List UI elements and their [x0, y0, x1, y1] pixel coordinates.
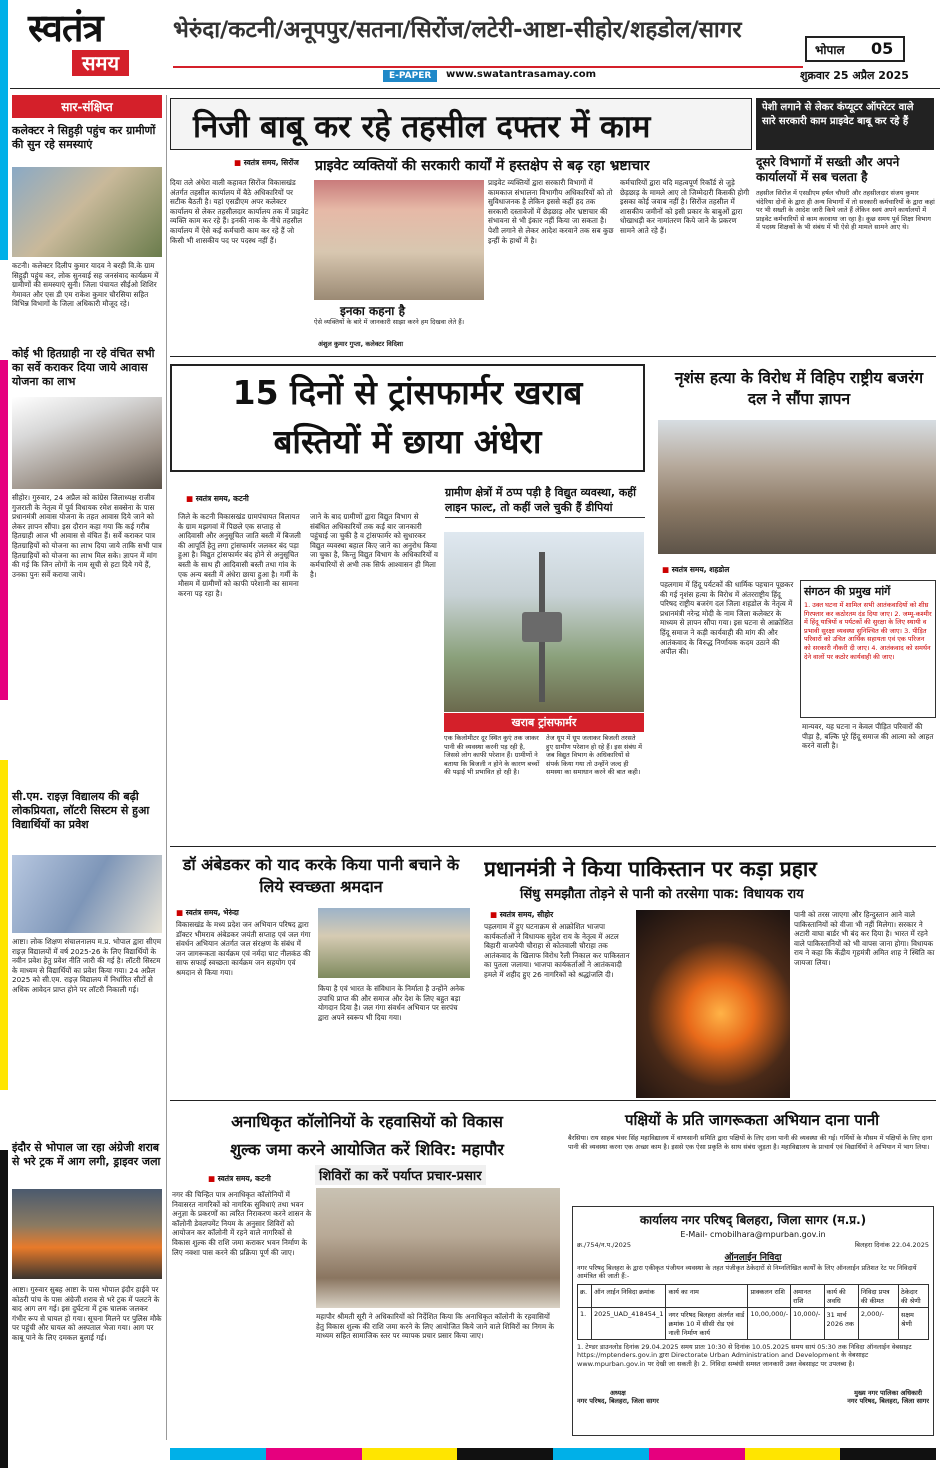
issue-date: शुक्रवार 25 अप्रैल 2025: [800, 69, 909, 82]
sidebar-story-2-title: कोई भी हितग्राही ना रहे वंचित सभी का सर्वे कराकर दिया जाये आवास योजना का लाभ: [12, 347, 155, 388]
sidebar-story-4-photo: [12, 1189, 162, 1279]
logo: [28, 6, 168, 86]
tender-table: [577, 1284, 929, 1340]
transformer-tank-shape: [522, 612, 562, 642]
sidebar: [12, 95, 162, 1440]
sidebar-story-3-photo: [12, 855, 162, 933]
ambedkar-photo: [318, 908, 470, 978]
colony-body-b: महापौर श्रीमती सूरी ने अधिकारियों को निर्देशित किया कि अनाधिकृत कॉलोनी के रहवासियों हेतु विकास शुल्क की राशि जमा करने के लिए आयोजित किये जाने वाले शिविरों का निगम के माध्यम सहित सामाजिक स्तर पर व्यापक प्रचार प्रसार किया जाए।: [316, 1312, 554, 1341]
tender-col-deposit: अमानत राशि: [791, 1284, 824, 1307]
tahsil-body-a: दिया तले अंधेरा वाली कहावत सिरोंज विकासखंड अंतर्गत तहसील कार्यालय में बैठे अधिकारियों पर सटीक बैठती है। यहां एसडीएम अपर कलेक्टर कार्यालय से लेकर तहसीलदार कार्यालय तक में प्राइवेट व्यक्ति काम कर रहे हैं। इनकी नाक के नीचे तहसील कार्यालय में ऐसे कई कर्मचारी काम कर रहे हैं जो किसी भी शासकीय पद पर पदस्थ नहीं हैं।: [170, 178, 309, 245]
vhp-demands-box: [800, 580, 936, 718]
tender-ref-row: [577, 1241, 929, 1250]
tender-col-duration: कार्य की अवधि: [824, 1284, 858, 1307]
sidebar-divider: [166, 95, 167, 1440]
tender-col-estimate: प्राक्कलन राशि: [748, 1284, 791, 1307]
birds-body: बैरसिया। राय साहब भंवर सिंह महाविद्यालय में वाणसानी समिति द्वारा पक्षियों के लिए दाना पानी की व्यवस्था की गई। गर्मियों के मौसम में पक्षियों के लिए दाना पानी की व्यवस्था करना एक अच्छा काम है। इससे एक ऐसा प्रकृति के साथ संबंध जुड़ता है। महाविद्यालय के प्राचार्य एवं विद्यार्थियों ने अभियान में भाग लिया।: [568, 1134, 933, 1151]
vhp-closing: मान्यवर, यह घटना न केवल पीड़ित परिवारों की पीड़ा है, बल्कि पूरे हिंदू समाज की आत्मा को आहत करने वाली है।: [802, 722, 934, 751]
masthead-bottom-rule: [10, 88, 940, 89]
city-name: भोपाल: [815, 43, 845, 57]
tahsil-body-c: कर्मचारियों द्वारा यदि महत्वपूर्ण रिकॉर्ड से जुड़े छेड़छाड़ के मामले आए तो जिम्मेदारी किसकी होगी इसका कोई जवाब नहीं है। सिरोंज तहसील में शासकीय जमीनों को इसी प्रकार के बाबुओं द्वारा धोखाधड़ी कर नामांतरण किये जाने के प्रकरण सामने आते रहे हैं।: [620, 178, 750, 235]
tahsil-side-title: दूसरे विभागों में सख्ती और अपने कार्यालयों में सब चलता है: [756, 155, 900, 184]
ambedkar-body-b: किया है एवं भारत के संविधान के निर्माता है उन्होंने अनेक उपाधि प्राप्त की और समाज और देश के लिए बहुत बड़ा योगदान दिया है। जल गंगा संवर्धन अभियान पर सरपंच द्वारा अपने स्वरूप भी दिया गया।: [318, 984, 465, 1022]
tender-table-header: [578, 1284, 929, 1307]
vhp-demands-title: संगठन की प्रमुख मांगें: [804, 585, 891, 598]
pm-subhead: सिंधु समझौता तोड़ने से पानी को तरसेगा पाक: विधायक राय: [520, 887, 804, 902]
tender-col-id: ऑन लाईन निविदा क्रमांक: [592, 1284, 666, 1307]
sidebar-story-2-photo: [12, 397, 162, 489]
tender-col-class: ठेकेदार की श्रेणी: [898, 1284, 928, 1307]
vhp-demands-list: 1. उक्त घटना में शामिल सभी आतंकवादियों को शीघ्र गिरफ्तार कर कठोरतम दंड दिया जाए। 2. जम्मू-कश्मीर में हिंदू यात्रियों व पर्यटकों की सुरक्षा के लिए स्थायी व प्रभावी सुरक्षा व्यवस्था सुनिश्चित की जाए। 3. पीड़ित परिवारों को उचित आर्थिक सहायता एवं एक परिजन को सरकारी नौकरी दी जाए। 4. आतंकवाद को समर्थन देने वालों पर कठोर कार्यवाही की जाए।: [804, 601, 932, 661]
tahsil-side-box: [756, 155, 936, 353]
transformer-headline-1: 15 दिनों से ट्रांसफार्मर खराब: [232, 373, 583, 412]
colony-byline: ■ स्वतंत्र समय, कटनी: [208, 1174, 271, 1184]
tender-intro: नगर परिषद् बिलहरा के द्वारा एकीकृत पंजीयन व्यवस्था के तहत पंजीकृत ठेकेदारों से निम्नलिखित कार्यों के लिए ऑनलाईन प्रतिशत रेट पर निविदायें आमंत्रित की जाती हैं:-: [577, 1263, 917, 1281]
table-row: [578, 1307, 929, 1339]
tahsil-bottom-rule: [170, 356, 936, 357]
vhp-photo: [658, 420, 936, 554]
pm-headline: प्रधानमंत्री ने किया पाकिस्तान पर कड़ा प्रहार: [484, 857, 817, 881]
birds-headline: पक्षियों के प्रति जागरूकता अभियान दाना पानी: [624, 1111, 880, 1129]
tahsil-subhead: प्राइवेट व्यक्तियों की सरकारी कार्यों में हस्तक्षेप से बढ़ रहा भ्रष्टाचार: [315, 158, 650, 174]
swatch-black-2: [840, 1448, 936, 1460]
transformer-byline: ■ स्वतंत्र समय, कटनी: [186, 494, 249, 504]
tender-col-work: कार्य का नाम: [666, 1284, 748, 1307]
transformer-headline-box: [170, 364, 645, 472]
cmyk-bar-cyan: [0, 0, 8, 260]
tahsil-photo: [314, 180, 484, 300]
pm-byline: ■ स्वतंत्र समय, सीहोर: [490, 910, 553, 920]
pm-body-a: पहलगाम में हुए घटनाक्रम से आक्रोशित भाजपा कार्यकर्ताओं ने विधायक सुदेश राय के नेतृत्व में अटल बिहारी वाजपेयी चौराहा से कोतवाली चौराहा तक आतंकवाद के खिलाफ विरोध रैली निकाल कर पाकिस्तान का पुतला जलाया। भाजपा कार्यकर्ताओं ने आतंकवादी हमले में शहीद हुए 26 नागरिकों को श्रद्धांजलि दी।: [484, 922, 630, 979]
logo-line2: समय: [72, 50, 129, 76]
transformer-photo: [444, 532, 644, 712]
sidebar-story-3-title: सी.एम. राइज़ विद्यालय की बढ़ी लोकप्रियता, लॉटरी सिस्टम से हुआ विद्यार्थियों का प्रवेश: [12, 790, 150, 831]
colony-body-a: नगर की चिन्हित पात्र अनाधिकृत कॉलोनियों में निवासरत नागरिकों को नागरिक सुविधाएं तथा भवन अनुज्ञा के प्रकरणों का त्वरित निराकरण करने शासन के कॉलोनी डेवलपमेंट नियम के अनुसार शिविरों को आयोजन कर कॉलोनी में रहने वाले नागरिकों से विकास शुल्क की राशि जमा कराकर भवन निर्माण के लिए नक्शा पास करने की प्रक्रिया पूर्ण की जाए।: [172, 1190, 312, 1257]
swatch-cyan-2: [553, 1448, 649, 1460]
cmyk-bar-yellow: [0, 760, 8, 1090]
tender-col-sno: क्र.: [578, 1284, 592, 1307]
transformer-headline-2: बस्तियों में छाया अंधेरा: [273, 422, 542, 461]
tender-sign-left-title: अध्यक्ष: [609, 1388, 626, 1397]
transformer-body-a: जिले के कटनी विकासखंड ग्रामपंचायत विलायत के ग्राम मझगवां में पिछले एक सप्ताह से आदिवासी और अनुसूचित जाति बस्ती में बिजली की आपूर्ति हेतु लगा ट्रांसफार्मर जलकर बंद पड़ा हुआ है। विद्युत ट्रांसफार्मर बंद होने से अनुसूचित बस्ती के साथ ही आदिवासी बस्ती तथा गांव के एक अन्य बस्ती में अंधेरा छाया हुआ है। गर्मी के मौसम में ग्रामीणों को काफी परेशानी का सामना करना पड़ रहा है।: [178, 512, 301, 598]
tender-sign-right-office: नगर परिषद, बिलहरा, जिला सागर: [847, 1397, 929, 1406]
ambedkar-headline: डॉ अंबेडकर को याद करके किया पानी बचाने के लिये स्वच्छता श्रमदान: [182, 855, 460, 896]
tahsil-side-body: तहसील सिरोंज में एसडीएम हर्षल चौधरी और तहसीलदार संजय कुमार चंदेरिया दोनों के द्वारा ही अन्य विभागों में तो सरकारी कर्मचारियों के द्वारा कहां पर भी सख्ती के आदेश जारी किये जाते हैं लेकिन स्वयं अपने कार्यालयों में प्राइवेट कर्मचारियों से काम करवाया जा रहा है। कुछ समय पूर्व शिक्षा विभाग में पदस्थ शिक्षकों के भी संबंध में भी ऐसे ही मामले सामने आए थे।: [756, 189, 935, 232]
pm-photo: [636, 910, 790, 1098]
sidebar-story-1-title: कलेक्टर ने सिहुड़ी पहुंच कर ग्रामीणों की सुन रहे समस्याएं: [12, 124, 156, 151]
sidebar-story-2-body: सीहोर। गुरुवार, 24 अप्रैल को कांग्रेस जिलाध्यक्ष राजीव गुजराती के नेतृत्व में पूर्व विधायक रमेश सक्सेना के पास प्रधानमंत्री आवास योजना के तहत आवास दिये जाने को लेकर ज्ञापन सौंपा। इस दौरान कहा गया कि कई गरीब हितग्राही आज भी आवास से वंचित हैं। सर्वे कराकर पात्र हितग्राहियों को योजना का लाभ दिया जाये ताकि सभी पात्र हितग्राहियों को योजना का लाभ मिल सके। ज्ञापन में मांग की गई कि जिन लोगों के नाम सूची से हटा दिये गये हैं, उनका पुनः सर्वे कराया जाये।: [12, 493, 162, 579]
tahsil-side-headline: पेशी लगाने से लेकर कंप्यूटर ऑपरेटर वाले सारे सरकारी काम प्राइवेट बाबू कर रहे हैं: [762, 102, 914, 127]
swatch-black: [457, 1448, 553, 1460]
color-swatch-strip: [170, 1448, 936, 1460]
ambedkar-byline: ■ स्वतंत्र समय, भेरुंदा: [176, 908, 239, 918]
tender-cell: 10,00,000/-: [748, 1307, 791, 1339]
tender-cell: 1.: [578, 1307, 592, 1339]
tender-cell: 31 मार्च 2026 तक: [824, 1307, 858, 1339]
tender-office: कार्यालय नगर परिषद् बिलहरा, जिला सागर (म.प्र.): [639, 1213, 867, 1227]
tender-signatures: [577, 1389, 929, 1406]
tender-cell: 2,000/-: [858, 1307, 898, 1339]
tender-sign-right-title: मुख्य नगर पालिका अधिकारी: [854, 1388, 923, 1397]
tender-col-fee: निविदा प्रपत्र की कीमत: [858, 1284, 898, 1307]
tahsil-byline: ■ स्वतंत्र समय, सिरोंज: [234, 158, 299, 168]
sidebar-story-4-title: इंदौर से भोपाल जा रहा अंग्रेजी शराब से भरे ट्रक में आग लगी, ड्राइवर जला: [12, 1141, 161, 1168]
transformer-body-b: जाने के बाद ग्रामीणों द्वारा विद्युत विभाग से संबंधित अधिकारियों तक कई बार जानकारी पहुंचाई जा चुकी है व ट्रांसफार्मर को सुधारकर विद्युत व्यवस्था बहाल किए जाने का अनुरोध किया जा चुका है, किन्तु विद्युत विभाग के अधिकारियों व कर्मचारियों से अभी तक सिर्फ आश्वासन ही मिला है।: [310, 512, 439, 579]
masthead: [10, 6, 940, 88]
page-number: 05: [871, 39, 894, 58]
transformer-photo-caption: खराब ट्रांसफार्मर: [444, 713, 644, 732]
sidebar-story-3-body: आष्टा। लोक शिक्षण संचालनालय म.प्र. भोपाल द्वारा सीएम राइज़ विद्यालयों में वर्ष 2025-26 के लिए विद्यार्थियों के नवीन प्रवेश हेतु प्रवेश नीति जारी की गई है। लॉटरी सिस्टम के माध्यम से विद्यार्थियों का प्रवेश किया गया। 24 अप्रैल 2025 को सी.एम. राइज़ विद्यालय में निर्धारित सीटों से अधिक आवेदन प्राप्त होने पर लॉटरी निकाली गई।: [12, 937, 162, 994]
swatch-yellow-2: [745, 1448, 841, 1460]
tender-cell: 2025_UAD_418454_1: [592, 1307, 666, 1339]
tender-ref-no: क्र./754/न.प./2025: [577, 1241, 632, 1249]
tender-cell: सक्षम श्रेणी: [898, 1307, 928, 1339]
tender-sign-left: [577, 1389, 659, 1406]
colony-subhead: शिविरों का करें पर्याप्त प्रचार-प्रसार: [315, 1165, 486, 1185]
swatch-cyan: [170, 1448, 266, 1460]
transformer-kicker: ग्रामीण क्षेत्रों में ठप्प पड़ी है विद्युत व्यवस्था, कहीं लाइन फाल्ट, तो कहीं जले चुकी हैं डीपियां: [445, 485, 645, 518]
tahsil-banner: [170, 98, 752, 150]
tender-sign-right: [847, 1389, 929, 1406]
sidebar-story-1-body: कटनी। कलेक्टर दिलीप कुमार यादव ने बरही वि.के ग्राम सिहुड़ी पहुंच कर, लोक सुनवाई सह जनसंवाद कार्यक्रम में ग्रामीणों की समस्याएं सुनी। जिला पंचायत सीईओ शिशिर गेमावत और एस डी एम राकेश कुमार चौरसिया सहित विभिन्न विभागों के जिला अधिकारी मौजूद रहे।: [12, 261, 159, 309]
tahsil-quote-text: ऐसे व्यक्तियों के बारे में जानकारी साझा करने हम दिखवा लेते हैं।: [314, 318, 465, 326]
epaper-badge: E-PAPER: [383, 70, 437, 82]
colony-photo: [316, 1188, 560, 1308]
tahsil-quote-author: अंशुल कुमार गुप्ता, कलेक्टर विदिशा: [318, 340, 403, 348]
colony-headline-2: शुल्क जमा करने आयोजित करें शिविर: महापौर: [230, 1140, 504, 1159]
edition-list: भेरुंदा/कटनी/अनूपपुर/सतना/सिरोंज/लटेरी-आष्टा-सीहोर/शहडोल/सागर: [173, 17, 742, 43]
pm-body-b: पानी को तरस जाएगा और हिन्दुस्तान आने वाले पाकिस्तानियों को वीजा भी नहीं मिलेगा। सरकार ने अटारी वाघा बार्डर भी बंद कर दिया है। भारत में रहने वाले पाकिस्तानियों को भी वापस जाना होगा। विधायक राय ने कहा कि केंद्रीय गृहमंत्री अमित शाह ने स्थिति का जायजा लिया।: [794, 910, 935, 967]
cmyk-bar-magenta: [0, 360, 8, 700]
tender-sign-left-office: नगर परिषद, बिलहरा, जिला सागर: [577, 1397, 659, 1406]
tender-email: E-Mail- cmobilhara@mpurban.gov.in: [680, 1230, 826, 1239]
logo-line1: स्वतंत्र: [28, 5, 103, 50]
tender-notice-title: ऑनलाईन निविदा: [724, 1252, 782, 1263]
website-link[interactable]: www.swatantrasamay.com: [446, 69, 597, 80]
tahsil-banner-headline: निजी बाबू कर रहे तहसील दफ्तर में काम: [193, 109, 651, 145]
colony-headline-1: अनाधिकृत कॉलोनियों के रहवासियों को विकास: [231, 1112, 503, 1131]
tahsil-photo-caption: इनका कहना है: [340, 304, 405, 318]
vhp-byline: ■ स्वतंत्र समय, शहडोल: [662, 565, 729, 575]
swatch-yellow: [362, 1448, 458, 1460]
transformer-body-c: एक किलोमीटर दूर स्थित कुएं तक जाकर पानी की व्यवस्था करनी पड़ रही है, जिससे लोग काफी परेशान हैं। ग्रामीणों ने बताया कि बिजली न होने के कारण बच्चों की पढ़ाई भी प्रभावित हो रही है।: [444, 734, 540, 777]
vhp-body: पहलगाम में हिंदू पर्यटकों की धार्मिक पहचान पूछकर की गई नृशंस हत्या के विरोध में अंतरराष्ट्रीय हिंदू परिषद राष्ट्रीय बजरंग दल जिला शहडोल के नेतृत्व में प्रधानमंत्री नरेन्द्र मोदी के नाम जिला कलेक्टर के माध्यम से ज्ञापन सौंपा गया। इस घटना से आक्रोशित हिंदू समाज ने कड़ी कार्यवाही की मांग की और आतंकवाद के विरुद्ध निर्णायक कदम उठाने की अपील की।: [660, 580, 794, 657]
tahsil-side-headline-box: [756, 98, 934, 150]
tender-cell: नगर परिषद बिलहरा अंतर्गत वार्ड क्रमांक 10 में सीसी रोड एवं नाली निर्माण कार्य: [666, 1307, 748, 1339]
swatch-magenta: [266, 1448, 362, 1460]
tahsil-body-b: प्राइवेट व्यक्तियों द्वारा सरकारी विभागों में कामकाज संभालना विभागीय अधिकारियों को तो सुविधाजनक है लेकिन इससे कहीं हद तक सरकारी दस्तावेजों में छेड़छाड़ और भ्रष्टाचार की संभावना से भी इंकार नहीं किया जा सकता है। पेशी लगाने से लेकर आदेश करवाने तक सब कुछ इन्हीं के हाथों में है।: [488, 178, 614, 245]
tender-cell: 10,000/-: [791, 1307, 824, 1339]
sidebar-header: सार-संक्षिप्त: [12, 95, 162, 118]
mid-rule: [170, 846, 936, 847]
tender-notice: [572, 1206, 934, 1436]
ambedkar-body-a: विकासखंड के मध्य प्रदेश जन अभियान परिषद द्वारा डॉक्टर भीमराव अंबेडकर जयंती सप्ताह एवं जल गंगा संवर्धन अभियान अंतर्गत जल संरक्षण के संबंध में जन जागरूकता कार्यक्रम एवं नर्मदा घाट नीलकंठ की साफ सफाई स्वच्छता कार्यक्रम जन सहयोग एवं श्रमदान से किया गया।: [176, 920, 311, 977]
lower-rule: [170, 1100, 936, 1101]
tender-footer: 1. टेण्डर डाउनलोड दिनांक 29.04.2025 समय प्रातः 10:30 से दिनांक 10.05.2025 समय सायं 05:30 तक निविदा ऑनलाईन वेबसाइट https://mptenders.gov.in द्वारा Directorate Urban Administration and Development के वेबसाइट www.mpurban.gov.in पर देखी जा सकती है। 2. निविदा सम्बंधी समस्त जानकारी उक्त वेबसाइट पर उपलब्ध है।: [577, 1342, 912, 1368]
swatch-magenta-2: [649, 1448, 745, 1460]
sidebar-story-4-body: आष्टा। गुरुवार सुबह आष्टा के पास भोपाल इंदौर हाईवे पर कोठरी पांच के पास अंग्रेजी शराब से भरे ट्रक में पलटने के बाद आग लग गई। इस दुर्घटना में ट्रक चालक जलकर गंभीर रूप से घायल हो गया। सूचना मिलने पर पुलिस मौके पर पहुंची और घायल को अस्पताल भेजा गया। आग पर काबू पाने के लिए दमकल बुलाई गई।: [12, 1285, 162, 1342]
cmyk-bar-black: [0, 1150, 8, 1468]
transformer-body-d: तेज धूप में धूप जलाकर बिजली तरसते हुए ग्रामीण परेशान हो रहे हैं। इस संबंध में जब विद्युत विभाग के अधिकारियों से संपर्क किया गया तो उन्होंने जल्द ही समस्या का समाधान करने की बात कही।: [546, 734, 642, 777]
sidebar-story-1-photo: [12, 167, 162, 257]
masthead-rule: [173, 66, 803, 68]
tender-ref-date: बिलहरा दिनांक 22.04.2025: [854, 1241, 929, 1249]
city-box: [805, 36, 905, 62]
vhp-headline: नृशंस हत्या के विरोध में विहिप राष्ट्रीय बजरंग दल ने सौंपा ज्ञापन: [674, 369, 924, 408]
